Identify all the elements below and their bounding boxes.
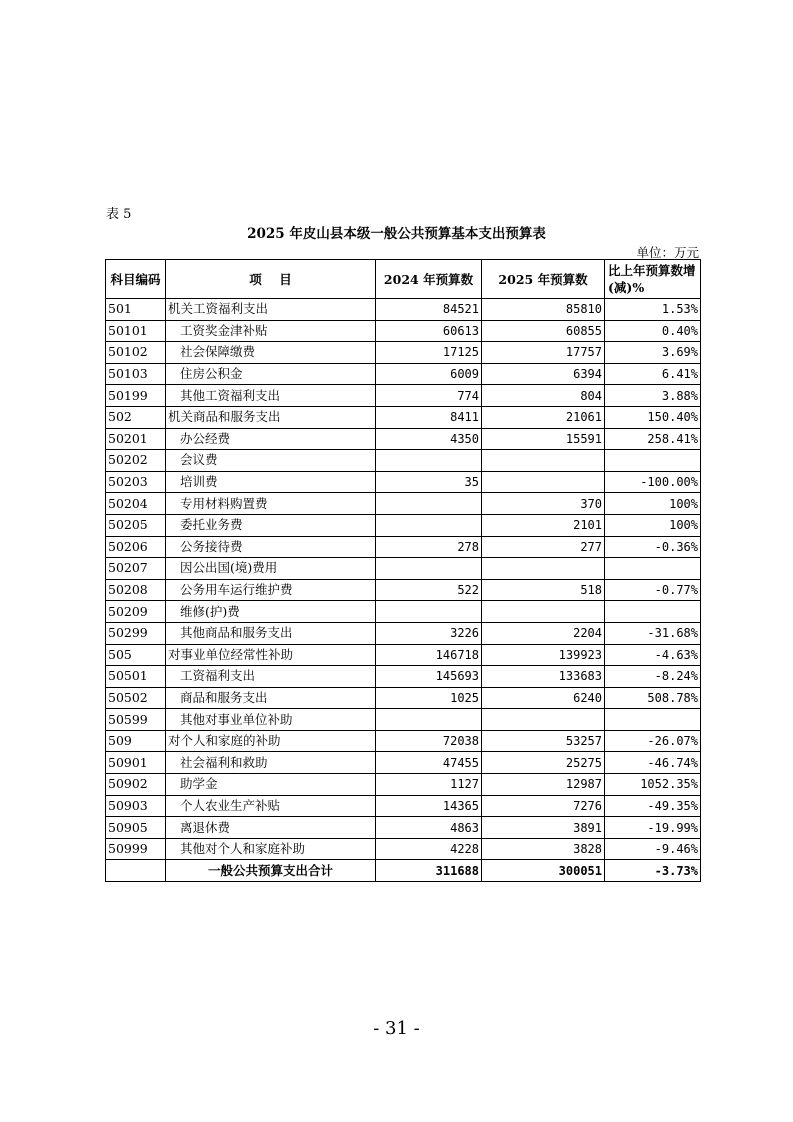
row-2025-value: 133683 <box>482 666 605 688</box>
row-2025-value: 85810 <box>482 299 605 321</box>
row-name: 对个人和家庭的补助 <box>166 730 376 752</box>
row-name: 商品和服务支出 <box>166 687 376 709</box>
row-2024-value: 17125 <box>376 342 482 364</box>
row-2024-value <box>376 493 482 515</box>
row-change-percent: -26.07% <box>605 730 701 752</box>
total-row <box>106 860 701 882</box>
row-2025-value: 277 <box>482 536 605 558</box>
row-code: 50502 <box>106 687 166 709</box>
row-2024-value <box>376 514 482 536</box>
table-row <box>106 730 701 752</box>
document-title: 2025 年皮山县本级一般公共预算基本支出预算表 <box>247 226 546 242</box>
row-2024-value: 1127 <box>376 774 482 796</box>
row-2024-value: 146718 <box>376 644 482 666</box>
row-code: 509 <box>106 730 166 752</box>
row-change-percent: 258.41% <box>605 428 701 450</box>
header-name: 项 目 <box>166 260 376 299</box>
row-code: 50299 <box>106 622 166 644</box>
row-change-percent <box>605 709 701 731</box>
row-code: 50206 <box>106 536 166 558</box>
row-2024-value: 35 <box>376 471 482 493</box>
row-change-percent <box>605 558 701 580</box>
row-2025-value: 53257 <box>482 730 605 752</box>
row-2025-value: 21061 <box>482 406 605 428</box>
row-code: 50902 <box>106 774 166 796</box>
row-2025-value: 6394 <box>482 363 605 385</box>
row-name: 其他对个人和家庭补助 <box>166 838 376 860</box>
row-2025-value <box>482 450 605 472</box>
row-name: 公务用车运行维护费 <box>166 579 376 601</box>
row-change-percent: 100% <box>605 514 701 536</box>
row-code: 50205 <box>106 514 166 536</box>
table-row <box>106 299 701 321</box>
row-name: 办公经费 <box>166 428 376 450</box>
row-2025-value: 12987 <box>482 774 605 796</box>
table-row <box>106 622 701 644</box>
row-name: 工资福利支出 <box>166 666 376 688</box>
row-change-percent <box>605 450 701 472</box>
row-code: 50203 <box>106 471 166 493</box>
row-2025-value: 25275 <box>482 752 605 774</box>
total-2024: 311688 <box>376 860 482 882</box>
row-2024-value: 14365 <box>376 795 482 817</box>
table-row <box>106 795 701 817</box>
row-change-percent: 3.88% <box>605 385 701 407</box>
table-row <box>106 709 701 731</box>
row-2025-value: 6240 <box>482 687 605 709</box>
table-row <box>106 493 701 515</box>
row-2025-value <box>482 558 605 580</box>
row-2025-value: 139923 <box>482 644 605 666</box>
row-2024-value: 60613 <box>376 320 482 342</box>
row-name: 专用材料购置费 <box>166 493 376 515</box>
unit-label: 单位：万元 <box>636 245 699 260</box>
row-change-percent: 1.53% <box>605 299 701 321</box>
row-change-percent: 100% <box>605 493 701 515</box>
table-row <box>106 666 701 688</box>
row-2024-value: 4350 <box>376 428 482 450</box>
row-code: 502 <box>106 406 166 428</box>
row-code: 50199 <box>106 385 166 407</box>
row-2025-value: 7276 <box>482 795 605 817</box>
row-change-percent: -19.99% <box>605 817 701 839</box>
row-code: 50209 <box>106 601 166 623</box>
table-row <box>106 450 701 472</box>
header-code: 科目编码 <box>106 260 166 299</box>
row-2025-value: 370 <box>482 493 605 515</box>
row-name: 社会福利和救助 <box>166 752 376 774</box>
row-code: 50905 <box>106 817 166 839</box>
table-row <box>106 428 701 450</box>
row-2024-value: 278 <box>376 536 482 558</box>
row-2024-value: 6009 <box>376 363 482 385</box>
row-2025-value: 3828 <box>482 838 605 860</box>
total-change: -3.73% <box>605 860 701 882</box>
row-code: 50201 <box>106 428 166 450</box>
row-change-percent: 1052.35% <box>605 774 701 796</box>
row-change-percent: 150.40% <box>605 406 701 428</box>
header-2024: 2024 年预算数 <box>376 260 482 299</box>
row-2024-value: 84521 <box>376 299 482 321</box>
row-change-percent: -100.00% <box>605 471 701 493</box>
row-name: 培训费 <box>166 471 376 493</box>
row-2025-value: 15591 <box>482 428 605 450</box>
row-2025-value: 17757 <box>482 342 605 364</box>
row-code: 50903 <box>106 795 166 817</box>
row-change-percent <box>605 601 701 623</box>
row-2024-value <box>376 558 482 580</box>
row-code: 50102 <box>106 342 166 364</box>
row-name: 助学金 <box>166 774 376 796</box>
header-change: 比上年预算数增(减)% <box>605 260 701 299</box>
row-code: 50599 <box>106 709 166 731</box>
table-row <box>106 342 701 364</box>
row-2024-value <box>376 601 482 623</box>
row-name: 住房公积金 <box>166 363 376 385</box>
row-2024-value: 72038 <box>376 730 482 752</box>
row-change-percent: -0.77% <box>605 579 701 601</box>
row-code: 50204 <box>106 493 166 515</box>
row-name: 维修(护)费 <box>166 601 376 623</box>
row-name: 公务接待费 <box>166 536 376 558</box>
row-name: 社会保障缴费 <box>166 342 376 364</box>
row-name: 对事业单位经常性补助 <box>166 644 376 666</box>
row-2025-value: 2204 <box>482 622 605 644</box>
row-2024-value: 47455 <box>376 752 482 774</box>
row-name: 机关工资福利支出 <box>166 299 376 321</box>
row-code: 50202 <box>106 450 166 472</box>
table-row <box>106 817 701 839</box>
row-name: 会议费 <box>166 450 376 472</box>
table-row <box>106 385 701 407</box>
table-row <box>106 774 701 796</box>
row-name: 工资奖金津补贴 <box>166 320 376 342</box>
budget-table <box>105 259 701 882</box>
row-2025-value <box>482 601 605 623</box>
row-2024-value: 145693 <box>376 666 482 688</box>
row-code: 50999 <box>106 838 166 860</box>
row-2024-value: 4228 <box>376 838 482 860</box>
row-2025-value <box>482 709 605 731</box>
row-2024-value: 3226 <box>376 622 482 644</box>
table-row <box>106 687 701 709</box>
table-row <box>106 363 701 385</box>
table-row <box>106 471 701 493</box>
table-row <box>106 838 701 860</box>
row-change-percent: -9.46% <box>605 838 701 860</box>
table-row <box>106 536 701 558</box>
table-row <box>106 644 701 666</box>
row-name: 因公出国(境)费用 <box>166 558 376 580</box>
row-change-percent: -4.63% <box>605 644 701 666</box>
row-name: 委托业务费 <box>166 514 376 536</box>
table-label: 表 5 <box>106 207 132 222</box>
table-row <box>106 752 701 774</box>
row-2024-value: 774 <box>376 385 482 407</box>
row-2024-value <box>376 450 482 472</box>
row-2024-value: 4863 <box>376 817 482 839</box>
row-change-percent: -31.68% <box>605 622 701 644</box>
row-2024-value: 1025 <box>376 687 482 709</box>
row-change-percent: -49.35% <box>605 795 701 817</box>
row-2024-value: 8411 <box>376 406 482 428</box>
total-2025: 300051 <box>482 860 605 882</box>
table-row <box>106 406 701 428</box>
row-change-percent: -46.74% <box>605 752 701 774</box>
row-change-percent: -8.24% <box>605 666 701 688</box>
row-name: 其他商品和服务支出 <box>166 622 376 644</box>
row-code: 501 <box>106 299 166 321</box>
row-name: 离退休费 <box>166 817 376 839</box>
row-2025-value <box>482 471 605 493</box>
row-change-percent: 6.41% <box>605 363 701 385</box>
row-change-percent: 508.78% <box>605 687 701 709</box>
row-2024-value <box>376 709 482 731</box>
row-change-percent: 0.40% <box>605 320 701 342</box>
row-code: 50207 <box>106 558 166 580</box>
total-code <box>106 860 166 882</box>
page-number: - 31 - <box>373 1018 420 1039</box>
table-header-row <box>106 260 701 299</box>
row-change-percent: 3.69% <box>605 342 701 364</box>
row-2025-value: 804 <box>482 385 605 407</box>
row-name: 个人农业生产补贴 <box>166 795 376 817</box>
table-row <box>106 320 701 342</box>
row-2024-value: 522 <box>376 579 482 601</box>
row-2025-value: 60855 <box>482 320 605 342</box>
row-code: 50501 <box>106 666 166 688</box>
table-row <box>106 579 701 601</box>
row-code: 50101 <box>106 320 166 342</box>
row-code: 505 <box>106 644 166 666</box>
row-2025-value: 3891 <box>482 817 605 839</box>
row-change-percent: -0.36% <box>605 536 701 558</box>
row-code: 50103 <box>106 363 166 385</box>
row-code: 50901 <box>106 752 166 774</box>
row-name: 其他工资福利支出 <box>166 385 376 407</box>
header-2025: 2025 年预算数 <box>482 260 605 299</box>
table-row <box>106 558 701 580</box>
total-name: 一般公共预算支出合计 <box>166 860 376 882</box>
table-row <box>106 601 701 623</box>
row-name: 其他对事业单位补助 <box>166 709 376 731</box>
table-row <box>106 514 701 536</box>
table-body <box>106 299 701 860</box>
row-name: 机关商品和服务支出 <box>166 406 376 428</box>
row-2025-value: 518 <box>482 579 605 601</box>
row-2025-value: 2101 <box>482 514 605 536</box>
row-code: 50208 <box>106 579 166 601</box>
